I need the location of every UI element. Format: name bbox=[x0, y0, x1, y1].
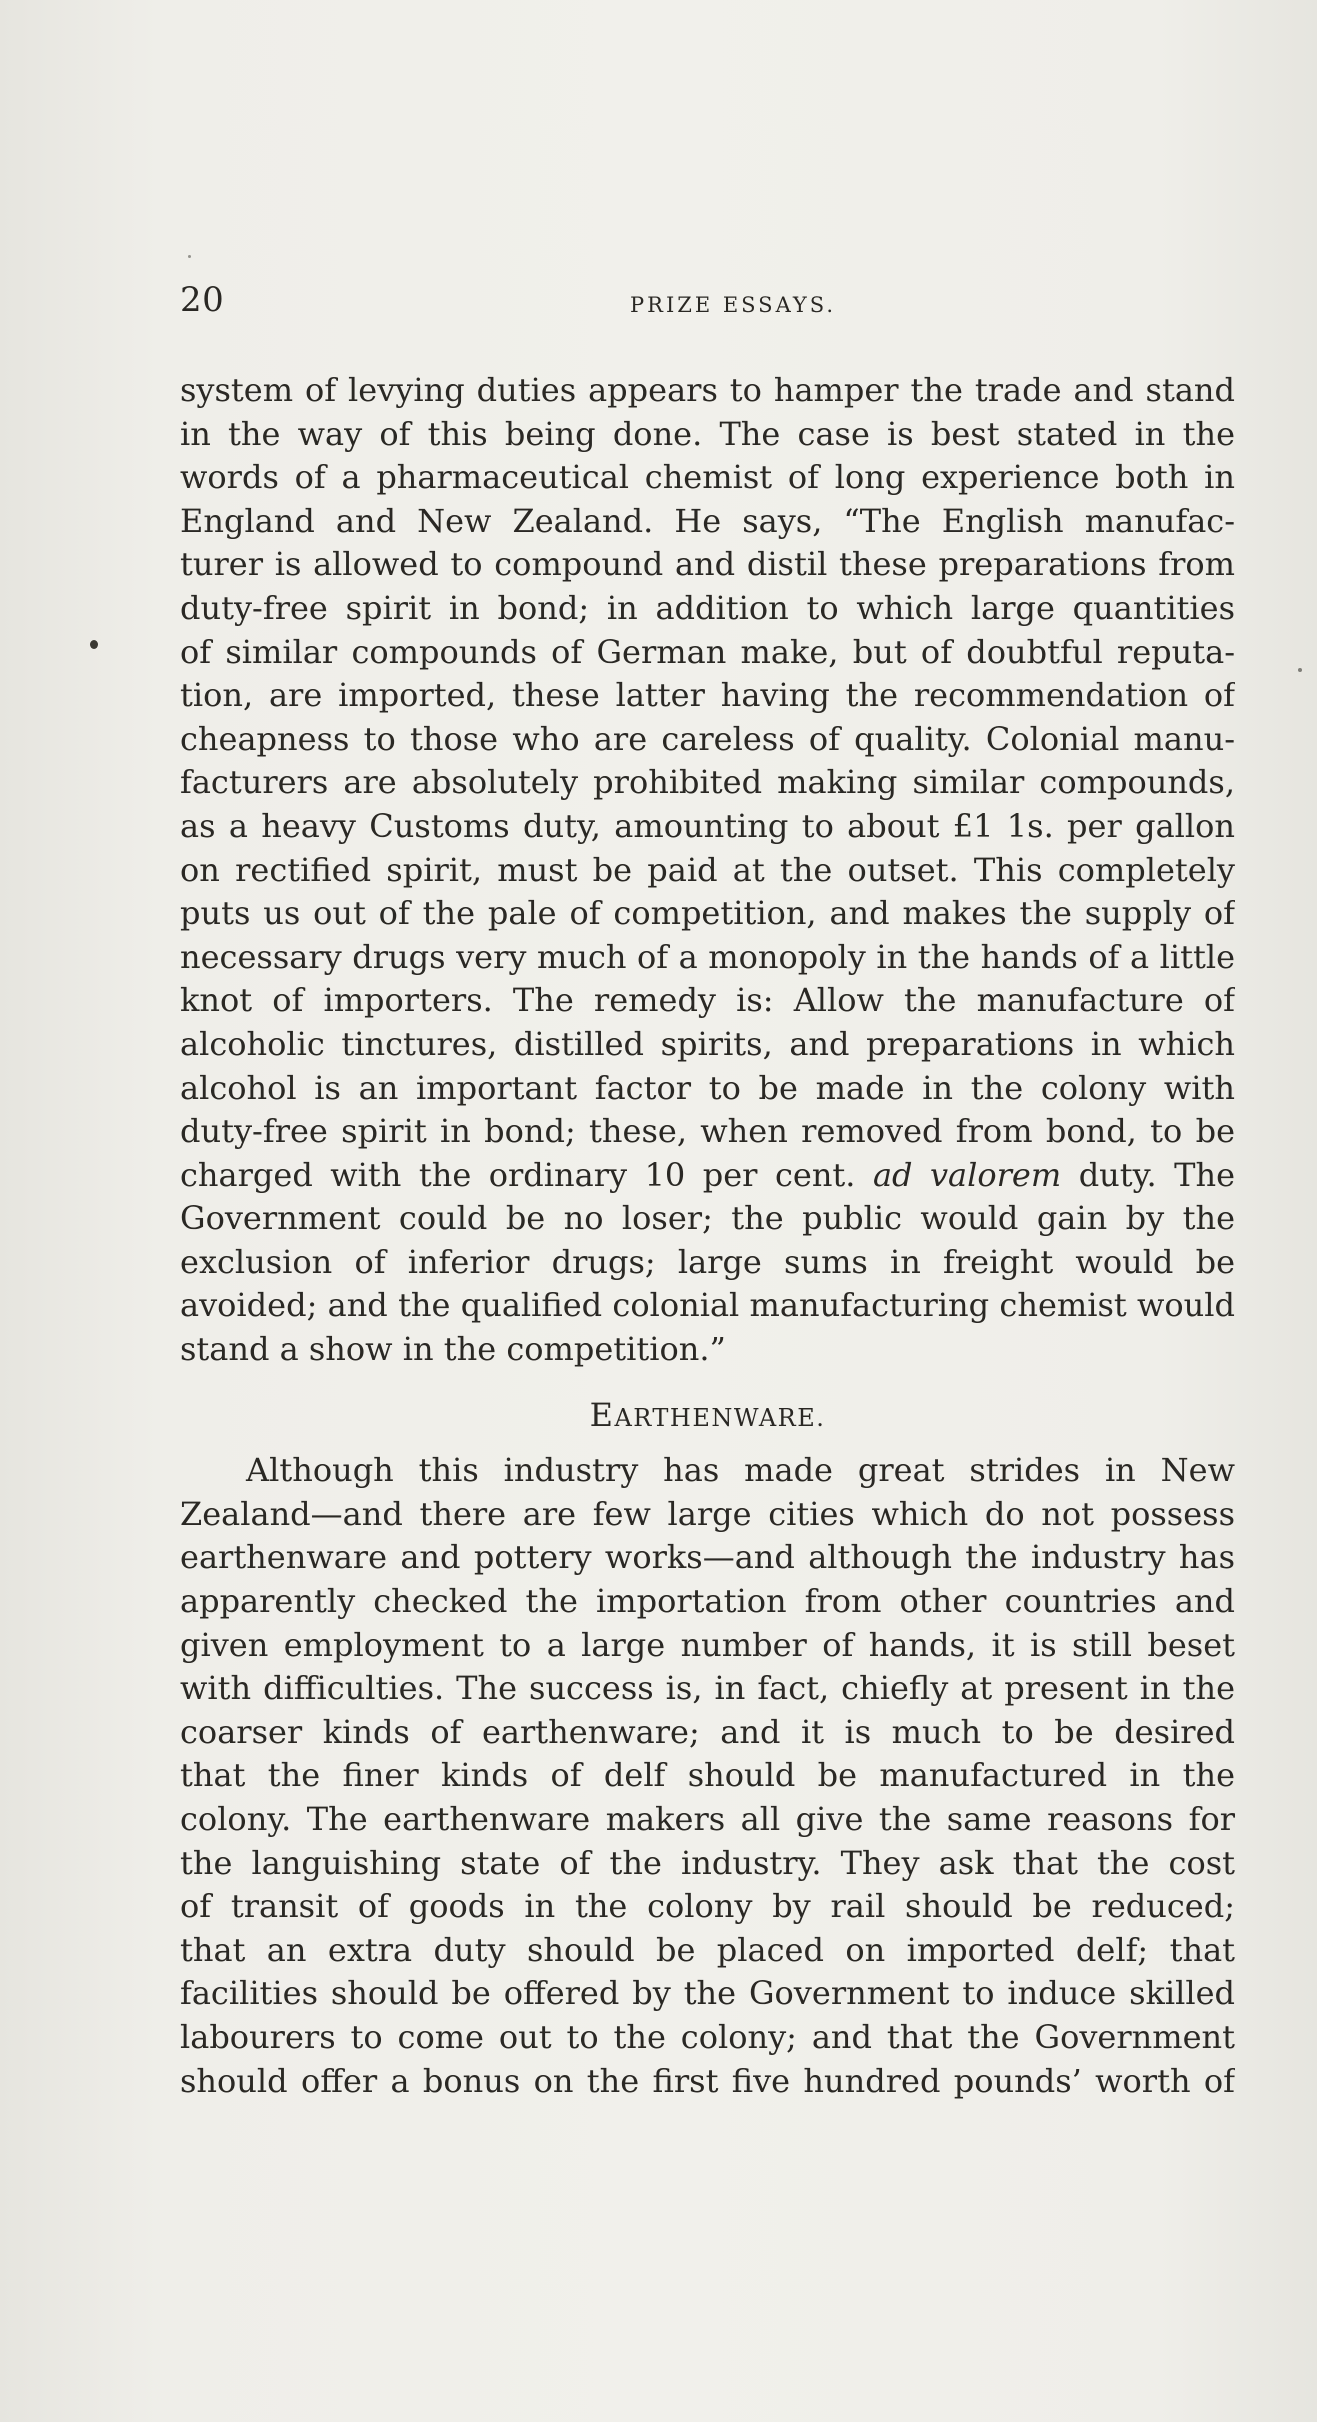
text-line: England and New Zealand. He says, “The English manufac- bbox=[180, 501, 1235, 540]
text-line: Government could be no loser; the public would gain by the bbox=[180, 1199, 1235, 1238]
text-line-first: Although this industry has made great strides in New bbox=[246, 1451, 1235, 1490]
running-head: PRIZE ESSAYS. bbox=[630, 293, 837, 317]
ink-speck bbox=[1298, 668, 1302, 672]
text-line: puts us out of the pale of competition, and makes the supply of bbox=[180, 894, 1235, 933]
text-line: system of levying duties appears to hamper the trade and stand bbox=[180, 371, 1235, 409]
text-line: avoided; and the qualified colonial manufacturing chemist would bbox=[180, 1286, 1235, 1325]
text-line-ad-valorem bbox=[180, 1154, 1235, 1198]
text-line: that the finer kinds of delf should be manufactured in the bbox=[180, 1756, 1235, 1795]
heading-initial: E bbox=[589, 1395, 615, 1434]
text-line: tion, are imported, these latter having the recommendation of bbox=[180, 676, 1235, 715]
text-line: with difficulties. The success is, in fact, chiefly at present in the bbox=[180, 1669, 1235, 1708]
text-line: coarser kinds of earthenware; and it is much to be desired bbox=[180, 1712, 1235, 1751]
text-line: words of a pharmaceutical chemist of long experience both in bbox=[180, 458, 1235, 497]
text-line: in the way of this being done. The case is best stated in the bbox=[180, 414, 1235, 453]
text-line: exclusion of inferior drugs; large sums in freight would be bbox=[180, 1242, 1235, 1281]
ink-speck bbox=[90, 640, 98, 649]
body-text bbox=[180, 369, 1235, 2103]
text-line: labourers to come out to the colony; and that the Government bbox=[180, 2017, 1235, 2056]
section-heading-earthenware bbox=[180, 1394, 1235, 1438]
text-line: should offer a bonus on the first five hundred pounds’ worth of bbox=[180, 2061, 1235, 2100]
text-line: duty-free spirit in bond; in addition to which large quantities bbox=[180, 588, 1235, 627]
ink-speck bbox=[188, 255, 191, 258]
paragraph-duties bbox=[180, 369, 1235, 1372]
text-line: the languishing state of the industry. They ask that the cost bbox=[180, 1843, 1235, 1882]
text-line: apparently checked the importation from other countries and bbox=[180, 1582, 1235, 1621]
text-line: as a heavy Customs duty, amounting to about £1 1s. per gallon bbox=[180, 806, 1235, 845]
text-line: alcoholic tinctures, distilled spirits, and preparations in which bbox=[180, 1024, 1235, 1063]
text-line: of similar compounds of German make, but of doubtful reputa- bbox=[180, 632, 1235, 671]
text-line: cheapness to those who are careless of quality. Colonial manu- bbox=[180, 719, 1235, 758]
text-line: given employment to a large number of hands, it is still beset bbox=[180, 1625, 1235, 1664]
text-line: turer is allowed to compound and distil these preparations from bbox=[180, 545, 1235, 584]
text-segment: duty. The bbox=[1061, 1155, 1235, 1194]
text-line: facilities should be offered by the Government to induce skilled bbox=[180, 1974, 1235, 2013]
text-line: alcohol is an important factor to be made in the colony with bbox=[180, 1068, 1235, 1107]
text-line: of transit of goods in the colony by rail should be reduced; bbox=[180, 1887, 1235, 1926]
page-header bbox=[180, 280, 1230, 320]
text-line: colony. The earthenware makers all give the same reasons for bbox=[180, 1800, 1235, 1838]
text-line: that an extra duty should be placed on imported delf; that bbox=[180, 1930, 1235, 1969]
text-line: Zealand—and there are few large cities which do not possess bbox=[180, 1494, 1235, 1533]
text-line: on rectified spirit, must be paid at the outset. This completely bbox=[180, 850, 1235, 889]
paragraph-earthenware bbox=[180, 1449, 1235, 2103]
text-line: earthenware and pottery works—and although the industry has bbox=[180, 1538, 1235, 1577]
text-line-last: stand a show in the competition.” bbox=[180, 1330, 726, 1369]
text-line: facturers are absolutely prohibited making similar compounds, bbox=[180, 763, 1235, 802]
text-line: duty-free spirit in bond; these, when removed from bond, to be bbox=[180, 1112, 1235, 1151]
italic-ad-valorem: ad valorem bbox=[872, 1155, 1062, 1194]
heading-rest: ARTHENWARE. bbox=[614, 1403, 826, 1432]
page-number: 20 bbox=[180, 280, 225, 320]
text-line: necessary drugs very much of a monopoly in the hands of a little bbox=[180, 937, 1235, 976]
text-segment: charged with the ordinary 10 per cent. bbox=[180, 1155, 873, 1194]
text-line: knot of importers. The remedy is: Allow the manufacture of bbox=[180, 981, 1235, 1020]
